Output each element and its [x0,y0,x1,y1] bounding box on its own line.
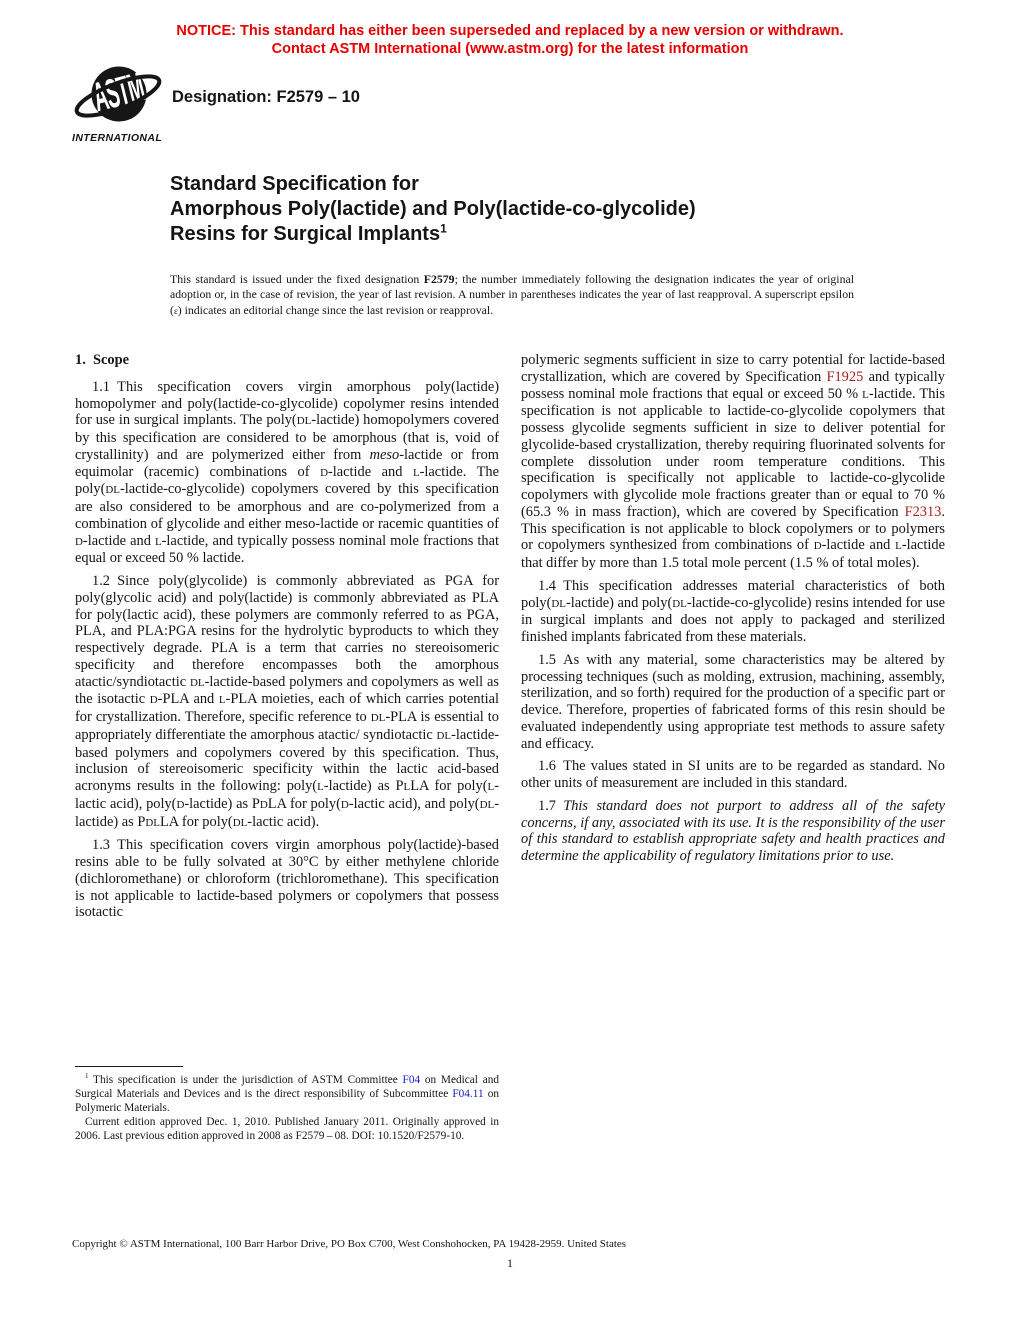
paragraph-1-2: 1.2 Since poly(glycolide) is commonly abbreviated as PGA for poly(glycolic acid) and poly(lactide) is commonly abbreviated as PLA for poly(lactic acid), these polymers are commonly referred to as PGA, PLA, and PLA:PGA resins for the hydrolytic byproducts to which they respectively degrade. PLA is a term that carries no stereoisomeric specificity and therefore encompasses both the amorphous atactic/syndiotactic DL-lactide-based polymers and copolymers as well as the isotactic D-PLA and L-PLA moieties, each of which carries potential for crystallization. Therefore, specific reference to DL-PLA is essential to appropriately differentiate the amorphous atactic/ syndiotactic DL-lactide-based polymers and copolymers covered by this specification. Thus, inclusion of stereoisomeric specificity within the lactic acid-based acronyms results in the following: poly(L-lactide) as PLLA for poly(L-lactic acid), poly(D-lactide) as PDLA for poly(D-lactic acid), and poly(DL-lactide) as PDLLA for poly(DL-lactic acid). [75,573,499,830]
ref-F04[interactable]: F04 [402,1074,421,1086]
paragraph-1-4: 1.4 This specification addresses material characteristics of both poly(DL-lactide) and poly(DL-lactide-co-glycolide) resins intended for use in surgical implants and does not apply to packaged and sterilized finished implants fabricated from these materials. [521,577,946,645]
title-line-2: Amorphous Poly(lactide) and Poly(lactide-co-glycolide) [170,198,696,220]
title-line-1: Standard Specification for [170,173,419,195]
footnote-edition: Current edition approved Dec. 1, 2010. Published January 2011. Originally approved in 2006. Last previous edition approved in 2008 as F2579 – 08. DOI: 10.1520/F2579-10. [75,1115,499,1142]
paragraph-1-7: 1.7 This standard does not purport to address all of the safety concerns, if any, associated with its use. It is the responsibility of the user of this standard to establish appropriate safety and health practices and determine the applicability of regulatory limitations prior to use. [521,797,945,864]
astm-logo-subtitle: INTERNATIONAL [72,132,163,144]
astm-logo [72,64,168,144]
paragraph-1-3-continued: polymeric segments sufficient in size to carry potential for lactide-based crystallization, which are covered by Specification F1925 and typically possess nominal mole fractions that equal or exceed 50 % L-lactide. This specification is not applicable to lactide-co-glycolide copolymers that possess glycolide segments sufficient in size to deliver potential for glycolide-based crystallization, thereby requiring fluorinated solvents for complete dissolution under room temperature conditions. This specification is specifically not applicable to lactide-co-glycolide copolymers with glycolide mole fractions greater than or equal to 70 % (65.3 % in mass fraction), which are covered by Specification F2313. This specification is not applicable to block copolymers or to polymers or copolymers synthesized from combinations of D-lactide and L-lactide that differ by more than 1.5 total mole percent (1.5 % of total moles). [521,352,946,571]
paragraph-1-6: 1.6 The values stated in SI units are to be regarded as standard. No other units of measurement are included in this standard. [521,758,945,791]
astm-globe-icon [72,64,164,130]
designation: Designation: F2579 – 10 [172,88,360,106]
notice-line-1: NOTICE: This standard has either been superseded and replaced by a new version or withdrawn. [176,23,844,39]
footnote-divider [75,1066,183,1067]
footnote-block [75,1066,499,1144]
paragraph-1-5: 1.5 As with any material, some characteristics may be altered by processing techniques (such as molding, extrusion, machining, assembly, sterilization, and so forth) required for the production of a specific part or device. Therefore, properties of fabricated forms of this resin should be evaluated independently using appropriate test methods to assure safety and efficacy. [521,651,945,752]
notice-line-2: Contact ASTM International (www.astm.org) for the latest information [271,41,749,57]
body-column-right [521,352,945,871]
footnote-jurisdiction: $^1$ This specification is under the jurisdiction of ASTM Committee F04 on Medical and Surgical Materials and Devices and is the direct responsibility of Subcommittee F04.11 on Polymeric Materials. [75,1072,500,1114]
issuance-note: This standard is issued under the fixed designation F2579; the number immediately following the designation indicates the year of original adoption or, in the case of revision, the year of last revision. A number in parentheses indicates the year of last reapproval. A superscript epsilon (ε) indicates an editorial change since the last revision or reapproval. [170,272,854,317]
title-line-3: Resins for Surgical Implants$^1$ [170,221,447,245]
paragraph-1-1: 1.1 This specification covers virgin amorphous poly(lactide) homopolymer and poly(lactide-co-glycolide) copolymer resins intended for use in surgical implants. The poly(DL-lactide) homopolymers covered by this specification are considered to be amorphous (that is, void of crystallinity) and are polymerized either from meso-lactide or from equimolar (racemic) combinations of D-lactide and L-lactide. The poly(DL-lactide-co-glycolide) copolymers covered by this specification are also considered to be amorphous and are co-polymerized from a combination of glycolide and either meso-lactide or racemic quantities of D-lactide and L-lactide, and typically possess nominal mole fractions that equal or exceed 50 % lactide. [75,378,499,567]
copyright-line: Copyright © ASTM International, 100 Barr Harbor Drive, PO Box C700, West Conshohocken, PA 19428-2959. United States [72,1238,627,1250]
paragraph-1-3-start: 1.3 This specification covers virgin amorphous poly(lactide)-based resins able to be fully solvated at 30°C by either methylene chloride (dichloromethane) or chloroform (trichloromethane). This specification is not applicable to lactide-based polymers or copolymers that possess isotactic [75,837,499,921]
svg-text:ASTM: ASTM [88,64,149,121]
ref-F1925[interactable]: F1925 [826,368,864,385]
withdrawal-notice [0,22,1020,58]
page-number: 1 [507,1256,513,1270]
ref-F2313[interactable]: F2313 [904,503,942,520]
page-title [170,172,696,247]
ref-F04-11[interactable]: F04.11 [452,1087,484,1100]
body-column-left [75,352,499,927]
section-heading-scope: 1. Scope [75,352,129,368]
